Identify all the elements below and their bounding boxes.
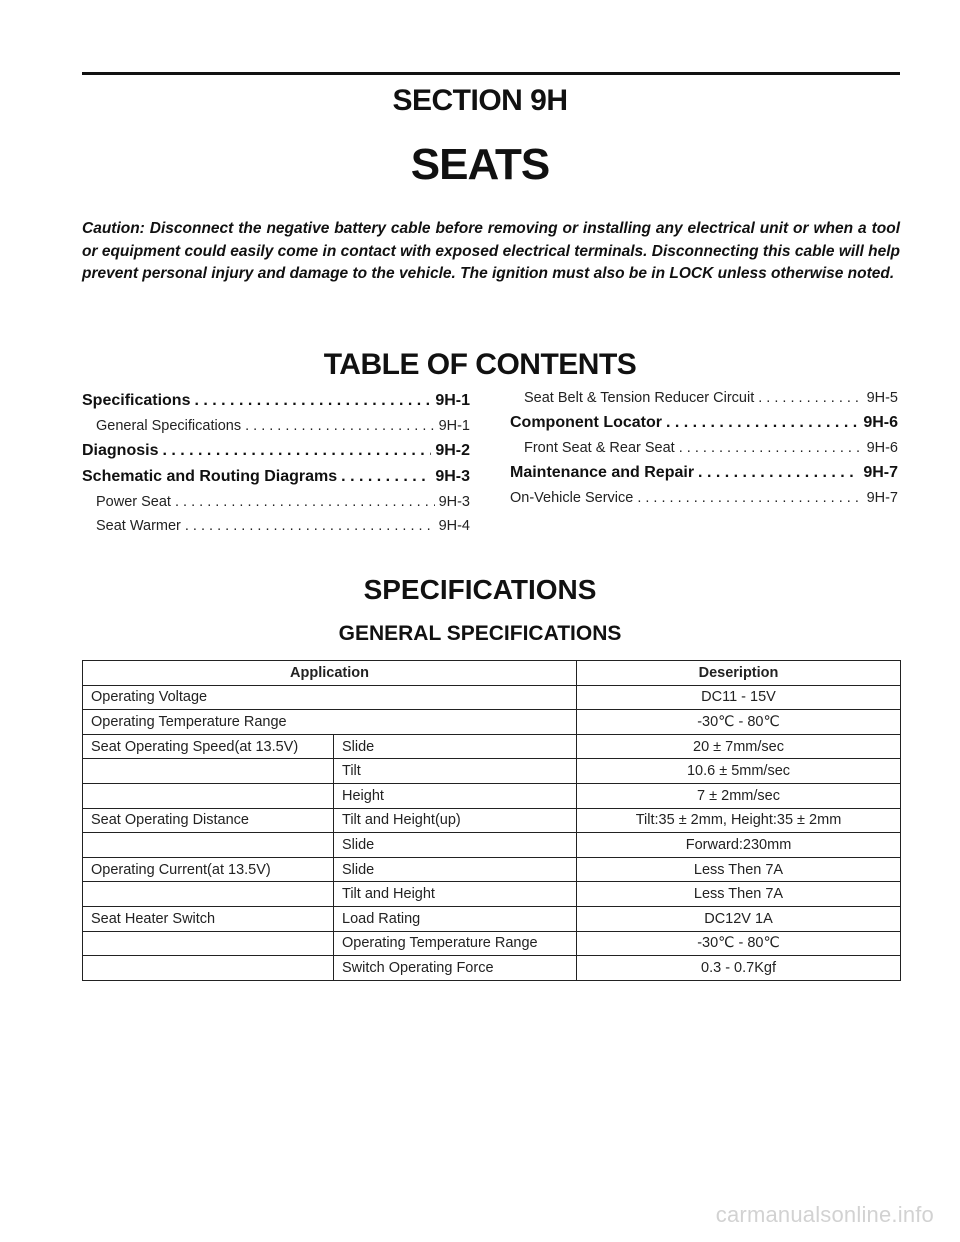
page-title: SEATS	[410, 140, 550, 189]
cell-application	[83, 956, 334, 981]
toc-leader	[637, 486, 862, 510]
toc-leader	[175, 490, 435, 514]
toc-title: TABLE OF CONTENTS	[323, 348, 637, 381]
toc-entry[interactable]	[82, 514, 470, 538]
toc-entry-label: Front Seat & Rear Seat	[524, 440, 675, 456]
toc-entry-page: 9H-4	[438, 518, 470, 534]
table-row	[83, 808, 901, 833]
toc-entry-page: 9H-1	[435, 392, 470, 409]
specifications-heading: SPECIFICATIONS	[363, 574, 597, 605]
table-row	[83, 783, 901, 808]
cell-item: Tilt	[334, 759, 577, 784]
table-row	[83, 956, 901, 981]
toc-entry-page: 9H-3	[435, 468, 470, 485]
table-row	[83, 857, 901, 882]
toc-entry-label: On-Vehicle Service	[510, 490, 634, 506]
cell-description: DC12V 1A	[577, 906, 901, 931]
cell-description: 7 ± 2mm/sec	[577, 783, 901, 808]
cell-application: Operating Temperature Range	[83, 710, 577, 735]
toc-entry[interactable]	[510, 386, 898, 410]
toc-entry-label: Schematic and Routing Diagrams	[82, 468, 338, 485]
table-row	[83, 734, 901, 759]
cell-application	[83, 783, 334, 808]
toc-leader	[245, 414, 434, 438]
toc-entry[interactable]	[82, 388, 470, 414]
table-row	[83, 833, 901, 858]
toc-leader	[666, 410, 859, 436]
toc-entry-page: 9H-6	[866, 440, 898, 456]
toc-entry-page: 9H-7	[866, 490, 898, 506]
toc-entry-page: 9H-3	[438, 494, 470, 510]
cell-description: Forward:230mm	[577, 833, 901, 858]
cell-item: Operating Temperature Range	[334, 931, 577, 956]
toc-left-column	[82, 388, 470, 538]
toc-leader	[194, 388, 431, 414]
cell-description: 10.6 ± 5mm/sec	[577, 759, 901, 784]
table-row	[83, 931, 901, 956]
cell-description: -30℃ - 80℃	[577, 710, 901, 735]
cell-application: Seat Operating Distance	[83, 808, 334, 833]
toc-entry-label: Power Seat	[96, 494, 171, 510]
toc-entry-label: Maintenance and Repair	[510, 464, 695, 481]
cell-application: Seat Heater Switch	[83, 906, 334, 931]
toc-entry-page: 9H-6	[863, 414, 898, 431]
cell-item: Slide	[334, 857, 577, 882]
cell-application	[83, 833, 334, 858]
toc-entry[interactable]	[510, 410, 898, 436]
cell-description: Less Then 7A	[577, 882, 901, 907]
toc-leader	[679, 436, 863, 460]
cell-description: 20 ± 7mm/sec	[577, 734, 901, 759]
toc-leader	[758, 386, 862, 410]
table-row	[83, 685, 901, 710]
toc-entry[interactable]	[510, 436, 898, 460]
toc-entry-label: Specifications	[82, 392, 191, 409]
table-row	[83, 710, 901, 735]
toc-entry[interactable]	[82, 438, 470, 464]
cell-description: 0.3 - 0.7Kgf	[577, 956, 901, 981]
table-header-row	[83, 661, 901, 686]
cell-application: Operating Current(at 13.5V)	[83, 857, 334, 882]
toc-entry[interactable]	[82, 464, 470, 490]
toc-entry-label: Component Locator	[510, 414, 662, 431]
table-row	[83, 759, 901, 784]
cell-item: Tilt and Height(up)	[334, 808, 577, 833]
cell-item: Slide	[334, 833, 577, 858]
cell-description: Tilt:35 ± 2mm, Height:35 ± 2mm	[577, 808, 901, 833]
table-row	[83, 882, 901, 907]
toc-leader	[698, 460, 859, 486]
cell-item: Load Rating	[334, 906, 577, 931]
general-specifications-heading: GENERAL SPECIFICATIONS	[338, 622, 622, 645]
toc-entry[interactable]	[82, 490, 470, 514]
toc-entry-label: Seat Belt & Tension Reducer Circuit	[524, 390, 755, 406]
cell-item: Height	[334, 783, 577, 808]
toc-entry-page: 9H-7	[863, 464, 898, 481]
section-heading: SECTION 9H	[392, 84, 568, 117]
cell-application: Operating Voltage	[83, 685, 577, 710]
table-row	[83, 906, 901, 931]
toc-leader	[185, 514, 435, 538]
toc-entry[interactable]	[82, 414, 470, 438]
cell-item: Switch Operating Force	[334, 956, 577, 981]
cell-application	[83, 882, 334, 907]
toc-entry-label: Diagnosis	[82, 442, 159, 459]
toc-right-column	[510, 386, 898, 510]
cell-application	[83, 931, 334, 956]
toc-entry-page: 9H-2	[435, 442, 470, 459]
cell-description: DC11 - 15V	[577, 685, 901, 710]
cell-item: Slide	[334, 734, 577, 759]
toc-entry-page: 9H-5	[866, 390, 898, 406]
cell-application	[83, 759, 334, 784]
cell-description: -30℃ - 80℃	[577, 931, 901, 956]
toc-leader	[341, 464, 431, 490]
top-rule	[82, 72, 900, 75]
cell-item: Tilt and Height	[334, 882, 577, 907]
toc-entry-page: 9H-1	[438, 418, 470, 434]
toc-entry[interactable]	[510, 460, 898, 486]
specifications-table	[82, 660, 901, 981]
toc-entry[interactable]	[510, 486, 898, 510]
header-application: Application	[83, 661, 577, 686]
toc-entry-label: Seat Warmer	[96, 518, 181, 534]
cell-application: Seat Operating Speed(at 13.5V)	[83, 734, 334, 759]
toc-entry-label: General Specifications	[96, 418, 242, 434]
watermark: carmanualsonline.info	[715, 1202, 934, 1227]
toc-leader	[162, 438, 431, 464]
header-description: Deseription	[577, 661, 901, 686]
cell-description: Less Then 7A	[577, 857, 901, 882]
caution-note: Caution: Disconnect the negative battery cable before removing or installing any electrical unit or when a tool or equipment could easily come in contact with exposed electrical terminals. Disconnecting this cable will help prevent personal injury and damage to the vehicle. The ignition must also be in LOCK unless otherwise noted.	[82, 220, 900, 282]
